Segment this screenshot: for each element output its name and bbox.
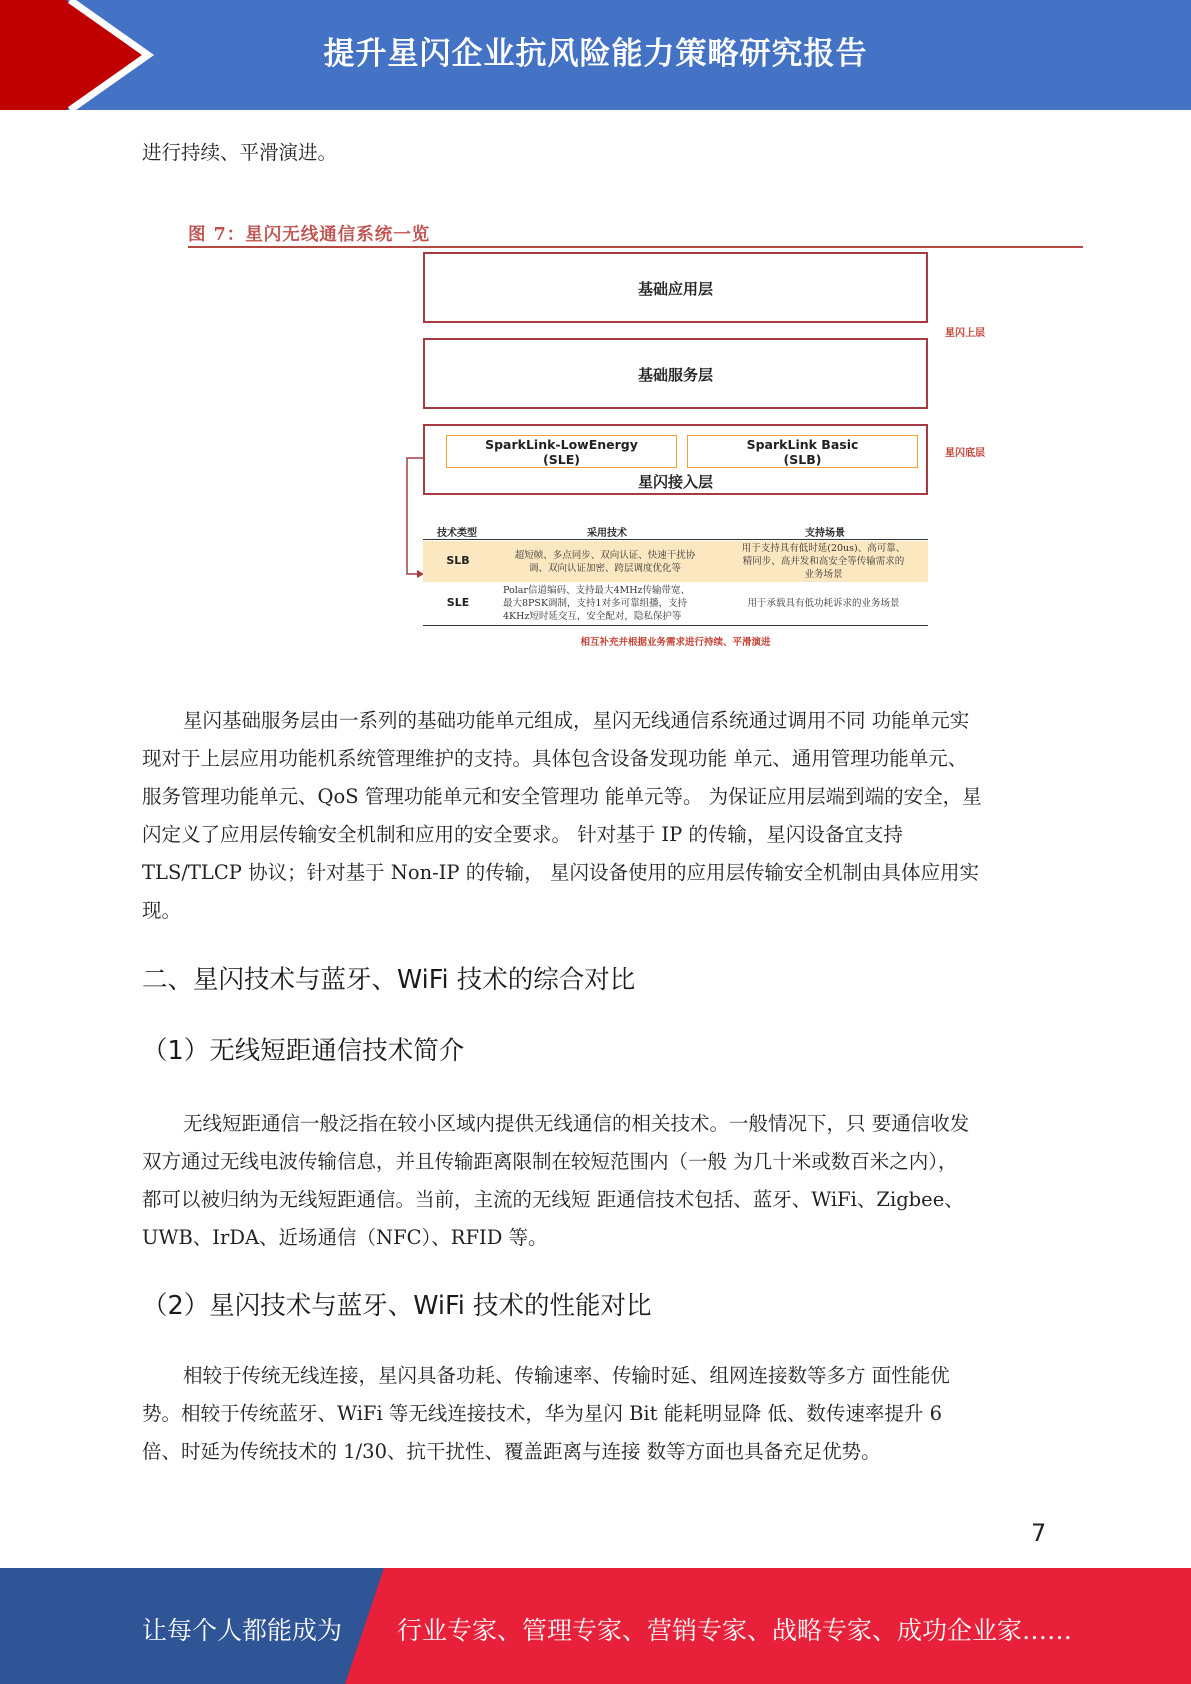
cell-slb-type: SLB — [446, 554, 470, 567]
table-rule-top — [423, 539, 928, 540]
para1-line3: 服务管理功能单元、QoS 管理功能单元和安全管理功 能单元等。 为保证应用层端到端的安全，星 — [142, 785, 982, 808]
th-scene: 支持场景 — [805, 528, 845, 539]
side-label-lower: 星闪底层 — [945, 448, 985, 459]
footer-slogan-left: 让每个人都能成为 — [142, 1616, 343, 1645]
cell-sle-tech-line1: Polar信道编码、支持最大4MHz传输带宽、 — [503, 585, 691, 596]
page-number: 7 — [1031, 1519, 1047, 1547]
layer-access-label: 星闪接入层 — [637, 473, 713, 491]
table-row-slb — [423, 541, 928, 582]
sle-box-line1: SparkLink-LowEnergy — [485, 437, 638, 452]
para2-line4: UWB、IrDA、近场通信（NFC）、RFID 等。 — [142, 1226, 548, 1249]
report-title: 提升星闪企业抗风险能力策略研究报告 — [323, 36, 868, 72]
slb-box-line1: SparkLink Basic — [746, 437, 859, 452]
side-label-upper: 星闪上层 — [945, 328, 985, 339]
cell-slb-scene-line1: 用于支持具有低时延(20us)、高可靠、 — [741, 543, 906, 554]
cell-sle-type: SLE — [446, 596, 470, 609]
subsection-heading-2: （2）星闪技术与蓝牙、WiFi 技术的性能对比 — [142, 1291, 652, 1321]
th-tech: 采用技术 — [587, 528, 627, 539]
cell-sle-tech — [495, 584, 723, 623]
layer-service-label: 基础服务层 — [637, 366, 713, 384]
cell-slb-scene-line3: 业务场景 — [804, 569, 843, 580]
subsection-heading-1: （1）无线短距通信技术简介 — [142, 1036, 465, 1066]
page-footer — [0, 1568, 1191, 1684]
cell-slb-tech — [495, 549, 715, 575]
th-type: 技术类型 — [437, 528, 477, 539]
cell-slb-tech-line2: 调、双向认证加密、跨层调度优化等 — [528, 563, 681, 574]
para3-line2: 势。相较于传统蓝牙、WiFi 等无线连接技术，华为星闪 Bit 能耗明显降 低、数传速率提升 6 — [142, 1402, 943, 1425]
para1-line1: 星闪基础服务层由一系列的基础功能单元组成，星闪无线通信系统通过调用不同 功能单元实 — [183, 709, 970, 732]
cell-sle-scene-line1: 用于承载具有低功耗诉求的业务场景 — [747, 598, 900, 609]
paragraph-service-layer — [142, 702, 1047, 930]
tech-table-header — [423, 523, 928, 539]
slb-box-line2: (SLB) — [783, 452, 822, 467]
para1-line4: 闪定义了应用层传输安全机制和应用的安全要求。 针对基于 IP 的传输，星闪设备宜支持 — [142, 823, 903, 846]
para3-line3: 倍、时延为传统技术的 1/30、抗干扰性、覆盖距离与连接 数等方面也具备充足优势。 — [142, 1440, 881, 1463]
para2-line1: 无线短距通信一般泛指在较小区域内提供无线通信的相关技术。一般情况下，只 要通信收发 — [183, 1112, 970, 1135]
para1-line6: 现。 — [142, 899, 182, 922]
para2-line2: 双方通过无线电波传输信息，并且传输距离限制在较短范围内（一般 为几十米或数百米之内）， — [142, 1150, 958, 1173]
para3-line1: 相较于传统无线连接，星闪具备功耗、传输速率、传输时延、组网连接数等多方 面性能优 — [183, 1364, 950, 1387]
cell-sle-tech-line3: 4KHz短时延交互，安全配对，隐私保护等 — [503, 611, 682, 622]
cell-slb-scene-line2: 精同步、高并发和高安全等传输需求的 — [742, 556, 905, 567]
intro-line: 进行持续、平滑演进。 — [142, 141, 338, 164]
figure-caption: 相互补充并根据业务需求进行持续、平滑演进 — [580, 637, 771, 648]
cell-slb-scene — [721, 542, 926, 581]
footer-slogan-right: 行业专家、管理专家、营销专家、战略专家、成功企业家…… — [397, 1616, 1073, 1645]
layer-app-label: 基础应用层 — [637, 280, 713, 298]
sle-box-line2: (SLE) — [543, 452, 580, 467]
cell-sle-tech-line2: 最大8PSK调制，支持1对多可靠组播，支持 — [503, 598, 688, 609]
para1-line2: 现对于上层应用功能机系统管理维护的支持。具体包含设备发现功能 单元、通用管理功能单元、 — [142, 747, 968, 770]
cell-slb-tech-line1: 超短帧、多点同步、双向认证、快速干扰协 — [514, 550, 696, 561]
para2-line3: 都可以被归纳为无线短距通信。当前，主流的无线短 距通信技术包括、蓝牙、WiFi、Zigbee、 — [142, 1188, 964, 1211]
table-row-sle — [423, 583, 928, 625]
figure-title: 图 7：星闪无线通信系统一览 — [188, 225, 431, 245]
paragraph-short-range — [142, 1105, 1047, 1257]
para1-line5: TLS/TLCP 协议；针对基于 Non-IP 的传输， 星闪设备使用的应用层传输安全机制由具体应用实 — [142, 861, 979, 884]
cell-sle-scene — [721, 597, 926, 610]
section-heading: 二、星闪技术与蓝牙、WiFi 技术的综合对比 — [142, 965, 636, 995]
table-rule-bottom — [423, 625, 928, 626]
paragraph-performance — [142, 1357, 1047, 1471]
